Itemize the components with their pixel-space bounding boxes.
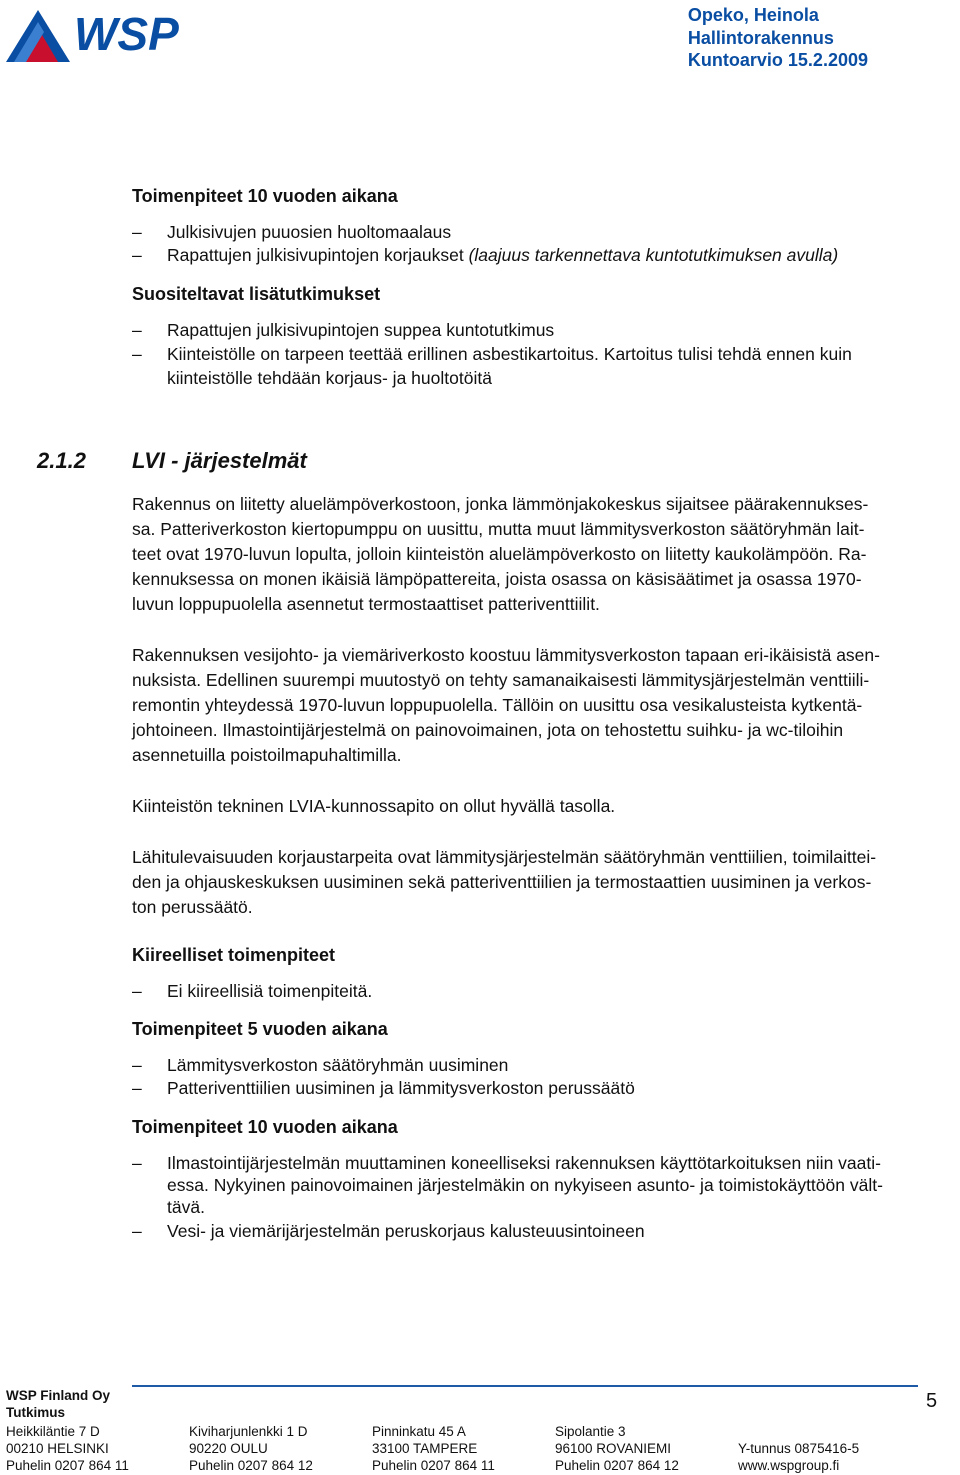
paragraph-near-future <box>132 845 954 920</box>
heading-5-years: Toimenpiteet 5 vuoden aikana <box>132 1019 388 1039</box>
heading-urgent: Kiireelliset toimenpiteet <box>132 945 336 965</box>
paragraph-line: den ja ohjauskeskuksen uusiminen sekä patteriventtiilien ja termostaattien uusiminen ja verkos- <box>132 872 872 892</box>
footer-rule <box>132 1385 918 1387</box>
list-item-text: Patteriventtiilien uusiminen ja lämmitysverkoston perussäätö <box>167 1078 635 1098</box>
dash-bullet-icon: – <box>132 320 142 340</box>
dash-bullet-icon: – <box>132 1221 142 1241</box>
dash-bullet-icon: – <box>132 245 142 265</box>
list-item-text-cont: tävä. <box>167 1197 205 1217</box>
paragraph-line: Rakennuksen vesijohto- ja viemäriverkosto koostuu lämmitysverkoston tapaan eri-ikäisistä asen- <box>132 645 880 665</box>
footer-line: Sipolantie 3 <box>555 1424 626 1439</box>
list-item-text-cont: essa. Nykyinen painovoimainen järjestelmäkin on nykyiseen asunto- ja toimistokäyttöön vält- <box>167 1175 883 1195</box>
footer-address-oulu <box>189 1423 313 1474</box>
list-item-text: Rapattujen julkisivupintojen korjaukset (laajuus tarkennettava kuntotutkimuksen avulla) <box>167 245 839 265</box>
footer-company: WSP Finland Oy <box>6 1388 111 1403</box>
paragraph-line: johtoineen. Ilmastointijärjestelmä on painovoimainen, jota on tehostettu suihku- ja wc-tiloihin <box>132 720 844 740</box>
dash-bullet-icon: – <box>132 981 142 1001</box>
paragraph-line: teet ovat 1970-luvun lopulta, jolloin kiinteistön aluelämpöverkosto on liitetty kaukolämpöön. Ra- <box>132 544 867 564</box>
footer-line <box>738 1423 859 1440</box>
paragraph-heating <box>132 492 954 617</box>
heading-10-years-bottom: Toimenpiteet 10 vuoden aikana <box>132 1117 398 1137</box>
document-header <box>688 4 868 72</box>
section-number: 2.1.2 <box>37 448 86 473</box>
footer-line: 00210 HELSINKI <box>6 1441 109 1456</box>
dash-bullet-icon: – <box>132 344 142 364</box>
paragraph-line: ton perussäätö. <box>132 897 253 917</box>
wsp-logo <box>4 2 204 64</box>
footer-line: 96100 ROVANIEMI <box>555 1441 672 1456</box>
dash-bullet-icon: – <box>132 1153 142 1173</box>
paragraph-line: luvun loppupuolella asennetut termostaattiset patteriventtiilit. <box>132 594 600 614</box>
list-item-text: Lämmitysverkoston säätöryhmän uusiminen <box>167 1055 509 1075</box>
paragraph-line: Rakennus on liitetty aluelämpöverkostoon, jonka lämmönjakokeskus sijaitsee päärakennukses- <box>132 494 869 514</box>
logo-text: WSP <box>74 8 179 60</box>
paragraph-line: asennetuilla poistoilmapuhaltimilla. <box>132 745 402 765</box>
list-item-text: Kiinteistölle on tarpeen teettää erillinen asbestikartoitus. Kartoitus tulisi tehdä ennen kuin <box>167 344 852 364</box>
list-item-text: Ilmastointijärjestelmän muuttaminen koneelliseksi rakennuksen käyttötarkoituksen niin vaati- <box>167 1153 881 1173</box>
header-line-3: Kuntoarvio 15.2.2009 <box>687 50 868 70</box>
page-footer <box>0 1378 960 1475</box>
header-line-1: Opeko, Heinola <box>687 5 819 25</box>
page-number: 5 <box>926 1390 938 1412</box>
paragraph-water <box>132 643 954 768</box>
footer-line: Puhelin 0207 864 11 <box>372 1458 495 1473</box>
paragraph-line: remontin yhteydessä 1970-luvun loppupuolella. Tällöin on uusittu osa vesikalusteista kytkentä- <box>132 695 863 715</box>
paragraph-line: nuksista. Edellinen suurempi muutostyö on tehty samanaikaisesti lämmitysjärjestelmän venttiili- <box>132 670 870 690</box>
footer-address-rovaniemi <box>555 1423 679 1474</box>
heading-further-studies: Suositeltavat lisätutkimukset <box>132 284 381 304</box>
footer-line: Y-tunnus 0875416-5 <box>738 1441 860 1456</box>
list-item-text: Ei kiireellisiä toimenpiteitä. <box>167 981 373 1001</box>
footer-address-helsinki <box>6 1423 129 1474</box>
footer-unit: Tutkimus <box>6 1405 66 1420</box>
paragraph-line: Lähitulevaisuuden korjaustarpeita ovat lämmitysjärjestelmän säätöryhmän venttiilien, toimilaittei- <box>132 847 877 867</box>
list-item-italic-note: (laajuus tarkennettava kuntotutkimuksen avulla) <box>468 245 839 265</box>
list-item-text: Julkisivujen puuosien huoltomaalaus <box>167 222 452 242</box>
footer-line: Puhelin 0207 864 12 <box>189 1458 313 1473</box>
footer-line: 33100 TAMPERE <box>372 1441 478 1456</box>
wsp-logo-icon <box>4 2 204 64</box>
paragraph-line: sa. Patteriverkoston kiertopumppu on uusittu, mutta muut lämmitysverkoston säätöryhmän lait- <box>132 519 865 539</box>
footer-line: Pinninkatu 45 A <box>372 1424 466 1439</box>
footer-line: Puhelin 0207 864 11 <box>6 1458 129 1473</box>
footer-line: Puhelin 0207 864 12 <box>555 1458 679 1473</box>
paragraph-line: Kiinteistön tekninen LVIA-kunnossapito on ollut hyvällä tasolla. <box>132 796 616 816</box>
footer-website-link[interactable]: www.wspgroup.fi <box>738 1458 840 1473</box>
dash-bullet-icon: – <box>132 1078 142 1098</box>
list-item-text-cont: kiinteistölle tehdään korjaus- ja huoltotöitä <box>167 367 492 388</box>
footer-line: 90220 OULU <box>189 1441 268 1456</box>
dash-bullet-icon: – <box>132 1055 142 1075</box>
footer-line: Kiviharjunlenkki 1 D <box>189 1424 308 1439</box>
dash-bullet-icon: – <box>132 222 142 242</box>
paragraph-line: kennuksessa on monen ikäisiä lämpöpattereita, joista osassa on käsisäätimet ja osassa 1970- <box>132 569 862 589</box>
paragraph-maintenance <box>132 794 954 819</box>
section-title-text: LVI - järjestelmät <box>132 448 307 473</box>
list-item-text: Vesi- ja viemärijärjestelmän peruskorjaus kalusteuusintoineen <box>167 1221 645 1241</box>
heading-10-years-top: Toimenpiteet 10 vuoden aikana <box>132 186 398 206</box>
footer-address-tampere <box>372 1423 495 1474</box>
header-line-2: Hallintorakennus <box>687 27 834 48</box>
section-title <box>37 448 307 474</box>
list-item-text: Rapattujen julkisivupintojen suppea kuntotutkimus <box>167 320 555 340</box>
footer-line: Heikkiläntie 7 D <box>6 1424 100 1439</box>
footer-company-info <box>738 1423 859 1474</box>
